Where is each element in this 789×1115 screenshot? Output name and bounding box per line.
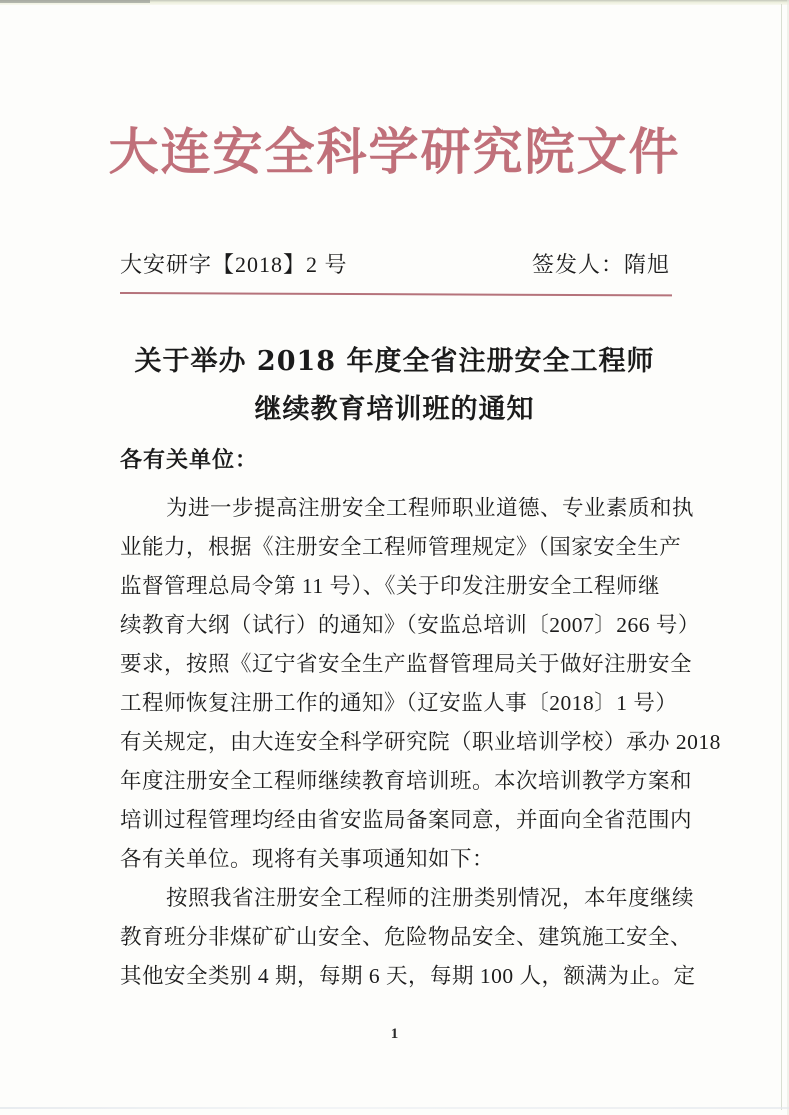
body-line: 要求，按照《辽宁省安全生产监督管理局关于做好注册安全 bbox=[120, 652, 693, 676]
body-line: 各有关单位。现将有关事项通知如下： bbox=[120, 847, 495, 871]
page-number: 1 bbox=[390, 1026, 399, 1042]
document-masthead: 大连安全科学研究院文件 bbox=[108, 122, 681, 181]
body-line: 教育班分非煤矿矿山安全、危险物品安全、建筑施工安全、 bbox=[120, 925, 693, 949]
body-line: 为进一步提高注册安全工程师职业道德、专业素质和执 bbox=[166, 496, 695, 520]
body-line: 监督管理总局令第 11 号）、《关于印发注册安全工程师继 bbox=[120, 574, 660, 598]
document-title-line-2: 继续教育培训班的通知 bbox=[254, 394, 535, 425]
page-edge-top-dark-artifact bbox=[0, 0, 150, 3]
body-line: 按照我省注册安全工程师的注册类别情况，本年度继续 bbox=[166, 886, 695, 910]
document-title-line-1: 关于举办 2018 年度全省注册安全工程师 bbox=[134, 346, 655, 377]
document-title bbox=[0, 338, 789, 434]
body-line: 有关规定，由大连安全科学研究院（职业培训学校）承办 2018 bbox=[120, 730, 721, 754]
document-signer: 签发人：隋旭 bbox=[531, 252, 670, 277]
document-salutation: 各有关单位： bbox=[120, 447, 259, 473]
document-body bbox=[120, 489, 721, 996]
body-line: 其他安全类别 4 期，每期 6 天，每期 100 人，额满为止。定 bbox=[120, 964, 696, 988]
body-line: 工程师恢复注册工作的通知》（辽安监人事〔2018〕1 号） bbox=[120, 691, 678, 715]
body-line: 培训过程管理均经由省安监局备案同意，并面向全省范围内 bbox=[120, 808, 693, 832]
document-number: 大安研字【2018】2 号 bbox=[120, 252, 348, 277]
masthead-separator-rule bbox=[120, 292, 672, 296]
document-number-row bbox=[120, 248, 670, 279]
page-edge-bottom-artifact bbox=[0, 1107, 789, 1109]
body-line: 业能力，根据《注册安全工程师管理规定》（国家安全生产 bbox=[120, 535, 682, 559]
body-line: 续教育大纲（试行）的通知》（安监总培训〔2007〕266 号） bbox=[120, 613, 700, 637]
body-line: 年度注册安全工程师继续教育培训班。本次培训教学方案和 bbox=[120, 769, 693, 793]
